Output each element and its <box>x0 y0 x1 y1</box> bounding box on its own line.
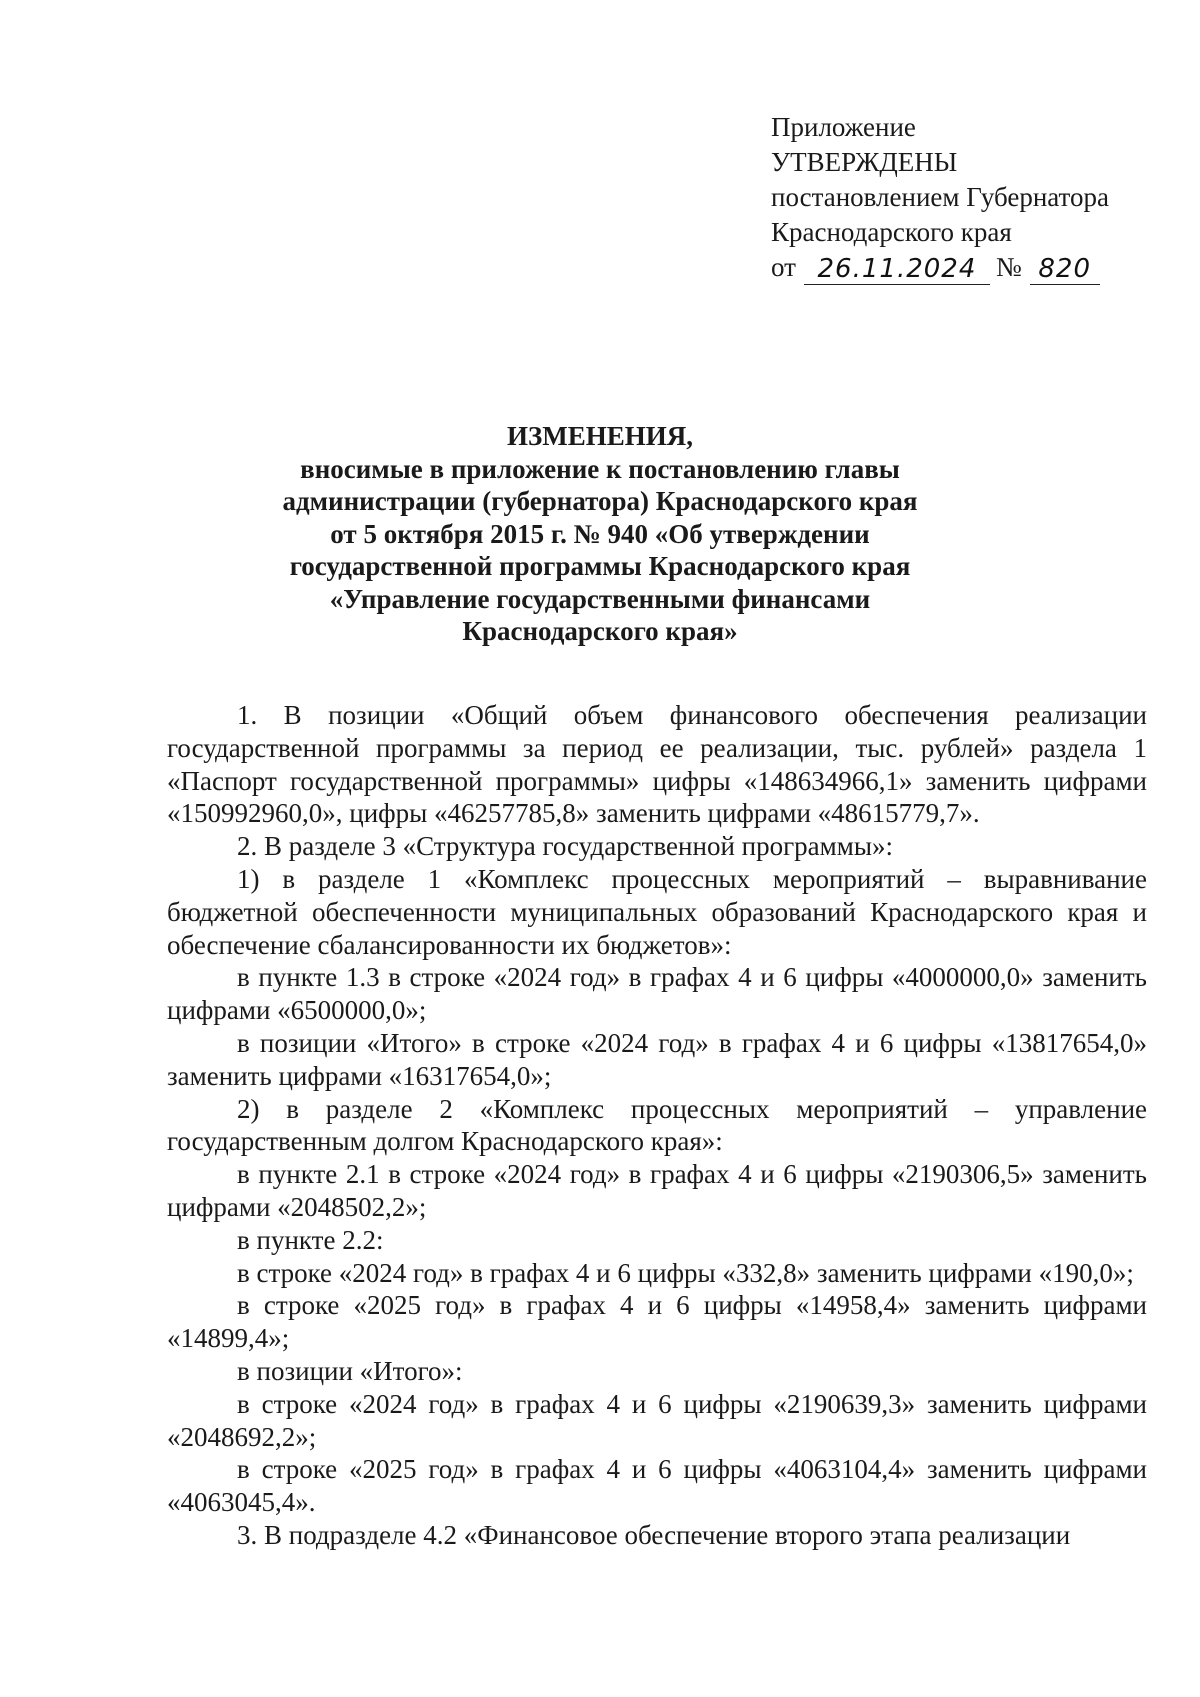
title-line: от 5 октября 2015 г. № 940 «Об утверждении <box>330 518 870 549</box>
approved-by-line: постановлением Губернатора <box>771 182 1109 212</box>
approved-label: УТВЕРЖДЕНЫ <box>771 147 958 177</box>
paragraph: в позиции «Итого»: <box>237 1355 463 1386</box>
from-prefix: от <box>771 252 796 282</box>
approved-region-line: Краснодарского края <box>771 217 1012 247</box>
paragraph: в строке «2024 год» в графах 4 и 6 цифры «332,8» заменить цифрами «190,0»; <box>237 1257 1134 1288</box>
title-line: Краснодарского края» <box>462 616 738 646</box>
paragraph: 1) в разделе 1 «Комплекс процессных мероприятий – выравнивание бюджетной обеспеченности муниципальных образований Краснодарского края и обеспечение сбалансированности их бюджетов»: <box>167 863 1147 960</box>
paragraph: в позиции «Итого» в строке «2024 год» в графах 4 и 6 цифры «13817654,0» заменить цифрами «16317654,0»; <box>167 1027 1147 1091</box>
title-line: государственной программы Краснодарского края <box>289 551 911 581</box>
title-line: вносимые в приложение к постановлению главы <box>300 453 900 484</box>
paragraph: в строке «2025 год» в графах 4 и 6 цифры «14958,4» заменить цифрами «14899,4»; <box>167 1290 1147 1354</box>
paragraph: в строке «2025 год» в графах 4 и 6 цифры «4063104,4» заменить цифрами «4063045,4». <box>167 1454 1147 1518</box>
handwritten-date: 26.11.2024 <box>804 254 990 285</box>
document-body <box>167 699 1147 1552</box>
title-heading: ИЗМЕНЕНИЯ, <box>506 421 693 451</box>
paragraph: 2) в разделе 2 «Комплекс процессных мероприятий – управление государственным долгом Краснодарского края»: <box>167 1093 1147 1157</box>
paragraph: в пункте 1.3 в строке «2024 год» в графах 4 и 6 цифры «4000000,0» заменить цифрами «6500000,0»; <box>167 962 1147 1026</box>
paragraph: в пункте 2.1 в строке «2024 год» в графах 4 и 6 цифры «2190306,5» заменить цифрами «2048502,2»; <box>167 1159 1147 1222</box>
paragraph: 3. В подразделе 4.2 «Финансовое обеспечение второго этапа реализации <box>237 1519 1071 1550</box>
paragraph: 2. В разделе 3 «Структура государственной программы»: <box>237 831 893 862</box>
approval-block <box>771 110 1171 286</box>
document-title <box>0 420 1200 648</box>
paragraph: в строке «2024 год» в графах 4 и 6 цифры «2190639,3» заменить цифрами «2048692,2»; <box>167 1388 1147 1452</box>
paragraph: в пункте 2.2: <box>237 1224 384 1255</box>
title-line: «Управление государственными финансами <box>329 583 871 614</box>
title-line: администрации (губернатора) Краснодарского края <box>282 486 918 516</box>
date-number-line <box>771 250 1171 286</box>
number-sign: № <box>995 252 1022 282</box>
paragraph: 1. В позиции «Общий объем финансового обеспечения реализации государственной программы за период ее реализации, тыс. рублей» раздела 1 «Паспорт государственной программы» цифры «148634966,1» заменить цифрами «150992960,0», цифры «46257785,8» заменить цифрами «48615779,7». <box>167 700 1147 829</box>
handwritten-number: 820 <box>1030 254 1100 285</box>
appendix-label: Приложение <box>771 112 916 142</box>
